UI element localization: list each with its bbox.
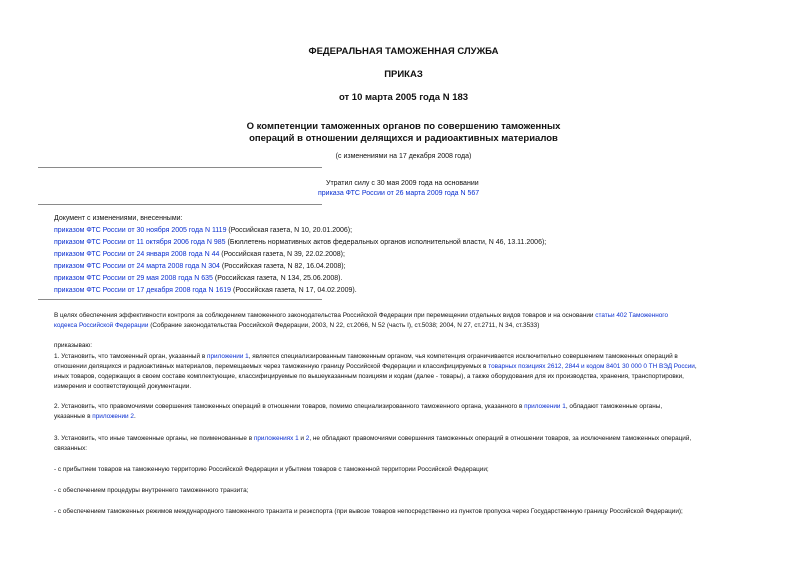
bullet-item: - с обеспечением процедуры внутреннего таможенного транзита; bbox=[54, 487, 249, 494]
item-text: 3. Установить, что иные таможенные органы, не поименованные в bbox=[54, 435, 254, 442]
appendix-1-link[interactable]: приложении 1 bbox=[524, 403, 566, 410]
item-text: , bbox=[694, 363, 697, 370]
bullet-item: - с обеспечением таможенных режимов международного таможенного транзита и реэкспорта (при вывозе товаров непосредственно из пунктов пропуска через Государственную границу Российской Федерации); bbox=[54, 508, 683, 515]
item-text: указанные в bbox=[54, 413, 93, 420]
amendment-source: (Российская газета, N 10, 20.01.2006); bbox=[226, 227, 353, 234]
amendment-item bbox=[54, 262, 346, 272]
preamble-text: (Собрание законодательства Российской Федерации, 2003, N 22, ст.2066, N 52 (часть I), ст.5038; 2004, N 27, ст.2711, N 34, ст.3533) bbox=[148, 322, 540, 329]
divider bbox=[38, 204, 322, 205]
amendment-item bbox=[54, 274, 342, 284]
amendment-item bbox=[54, 238, 546, 248]
tariff-positions-link[interactable]: товарных позициях 2612, 2844 и кодом 8401 30 000 0 ТН ВЭД России bbox=[488, 363, 695, 370]
appendix-2-link[interactable]: 2 bbox=[305, 435, 310, 442]
item-1-line bbox=[54, 352, 678, 362]
amendment-item bbox=[54, 286, 357, 296]
amendment-link[interactable]: приказом ФТС России от 11 октября 2006 года N 985 bbox=[54, 239, 226, 246]
item-1-line: измерения и соответствующей документации. bbox=[54, 383, 192, 390]
item-3-line bbox=[54, 434, 691, 444]
item-text: отношении делящихся и радиоактивных материалов, перемещаемых через таможенную границу Российской Федерации и классифицируемых в bbox=[54, 363, 489, 370]
item-text: 1. Установить, что таможенный орган, указанный в bbox=[54, 353, 208, 360]
amendment-item bbox=[54, 226, 352, 236]
amendment-link[interactable]: приказом ФТС России от 24 марта 2008 года N 304 bbox=[54, 263, 220, 270]
amendment-source: (Российская газета, N 17, 04.02.2009). bbox=[231, 287, 357, 294]
amendment-source: (Российская газета, N 134, 25.06.2008). bbox=[212, 275, 343, 282]
revision-note: (с изменениями на 17 декабря 2008 года) bbox=[335, 153, 472, 160]
document-date-number: от 10 марта 2005 года N 183 bbox=[338, 92, 469, 103]
item-text: , не обладают правомочиями совершения таможенных операций в отношении товаров, за исключением таможенных операций, bbox=[309, 435, 692, 442]
appendix-1-link[interactable]: приложениях 1 bbox=[253, 435, 299, 442]
item-2-line bbox=[54, 412, 136, 422]
amendment-source: (Бюллетень нормативных актов федеральных органов исполнительной власти, N 46, 13.11.2006); bbox=[225, 239, 547, 246]
amendment-link[interactable]: приказом ФТС России от 30 ноября 2005 года N 1119 bbox=[54, 227, 227, 234]
document-title-line-2: операций в отношении делящихся и радиоактивных материалов bbox=[249, 133, 558, 144]
preamble-text: В целях обеспечения эффективности контроля за соблюдением таможенного законодательства Российской Федерации при перемещении отдельных видов товаров и на основании bbox=[54, 312, 596, 319]
document-title-line-1: О компетенции таможенных органов по совершению таможенных bbox=[246, 121, 561, 132]
amendments-intro: Документ с изменениями, внесенными: bbox=[54, 215, 183, 222]
bullet-item: - с прибытием товаров на таможенную территорию Российской Федерации и убытием товаров с таможенной территории Российской Федерации; bbox=[54, 466, 489, 473]
item-text: , обладают таможенные органы, bbox=[565, 403, 663, 410]
repeal-order-link[interactable]: приказа ФТС России от 26 марта 2009 года N 567 bbox=[318, 190, 480, 197]
appendix-1-link[interactable]: приложении 1 bbox=[207, 353, 249, 360]
preamble-line bbox=[54, 311, 668, 321]
amendment-source: (Российская газета, N 82, 16.04.2008); bbox=[219, 263, 346, 270]
agency-name: ФЕДЕРАЛЬНАЯ ТАМОЖЕННАЯ СЛУЖБА bbox=[308, 46, 499, 57]
item-text: , является специализированным таможенным органом, чья компетенция ограничивается исключительно совершением таможенных операций в bbox=[248, 353, 678, 360]
divider bbox=[38, 167, 322, 168]
status-text: Утратил силу с 30 мая 2009 года на основании bbox=[326, 180, 479, 187]
appendix-2-link[interactable]: приложении 2 bbox=[92, 413, 134, 420]
item-2-line bbox=[54, 402, 662, 412]
item-text: и bbox=[298, 435, 306, 442]
customs-code-link[interactable]: статьи 402 Таможенного bbox=[595, 312, 669, 319]
amendment-item bbox=[54, 250, 345, 260]
order-word: приказываю: bbox=[54, 342, 92, 349]
item-1-line bbox=[54, 362, 697, 372]
item-1-line: иных товаров, содержащих в своем составе комплектующие, классифицируемые по вышеуказанным позициям и кодам (далее - товары), а также оборудования для их производства, хранения, транспортировки, bbox=[54, 373, 684, 380]
amendment-link[interactable]: приказом ФТС России от 29 мая 2008 года N 635 bbox=[54, 275, 213, 282]
divider bbox=[38, 299, 322, 300]
amendment-source: (Российская газета, N 39, 22.02.2008); bbox=[219, 251, 345, 258]
item-3-line: связанных: bbox=[54, 445, 88, 452]
document-type: ПРИКАЗ bbox=[384, 69, 423, 80]
item-text: 2. Установить, что правомочиями совершения таможенных операций в отношении товаров, помимо специализированного таможенного органа, указанного в bbox=[54, 403, 525, 410]
preamble-line bbox=[54, 321, 539, 331]
amendment-link[interactable]: приказом ФТС России от 24 января 2008 года N 44 bbox=[54, 251, 220, 258]
amendment-link[interactable]: приказом ФТС России от 17 декабря 2008 года N 1619 bbox=[54, 287, 232, 294]
item-text: . bbox=[133, 413, 136, 420]
customs-code-link[interactable]: кодекса Российской Федерации bbox=[54, 322, 149, 329]
